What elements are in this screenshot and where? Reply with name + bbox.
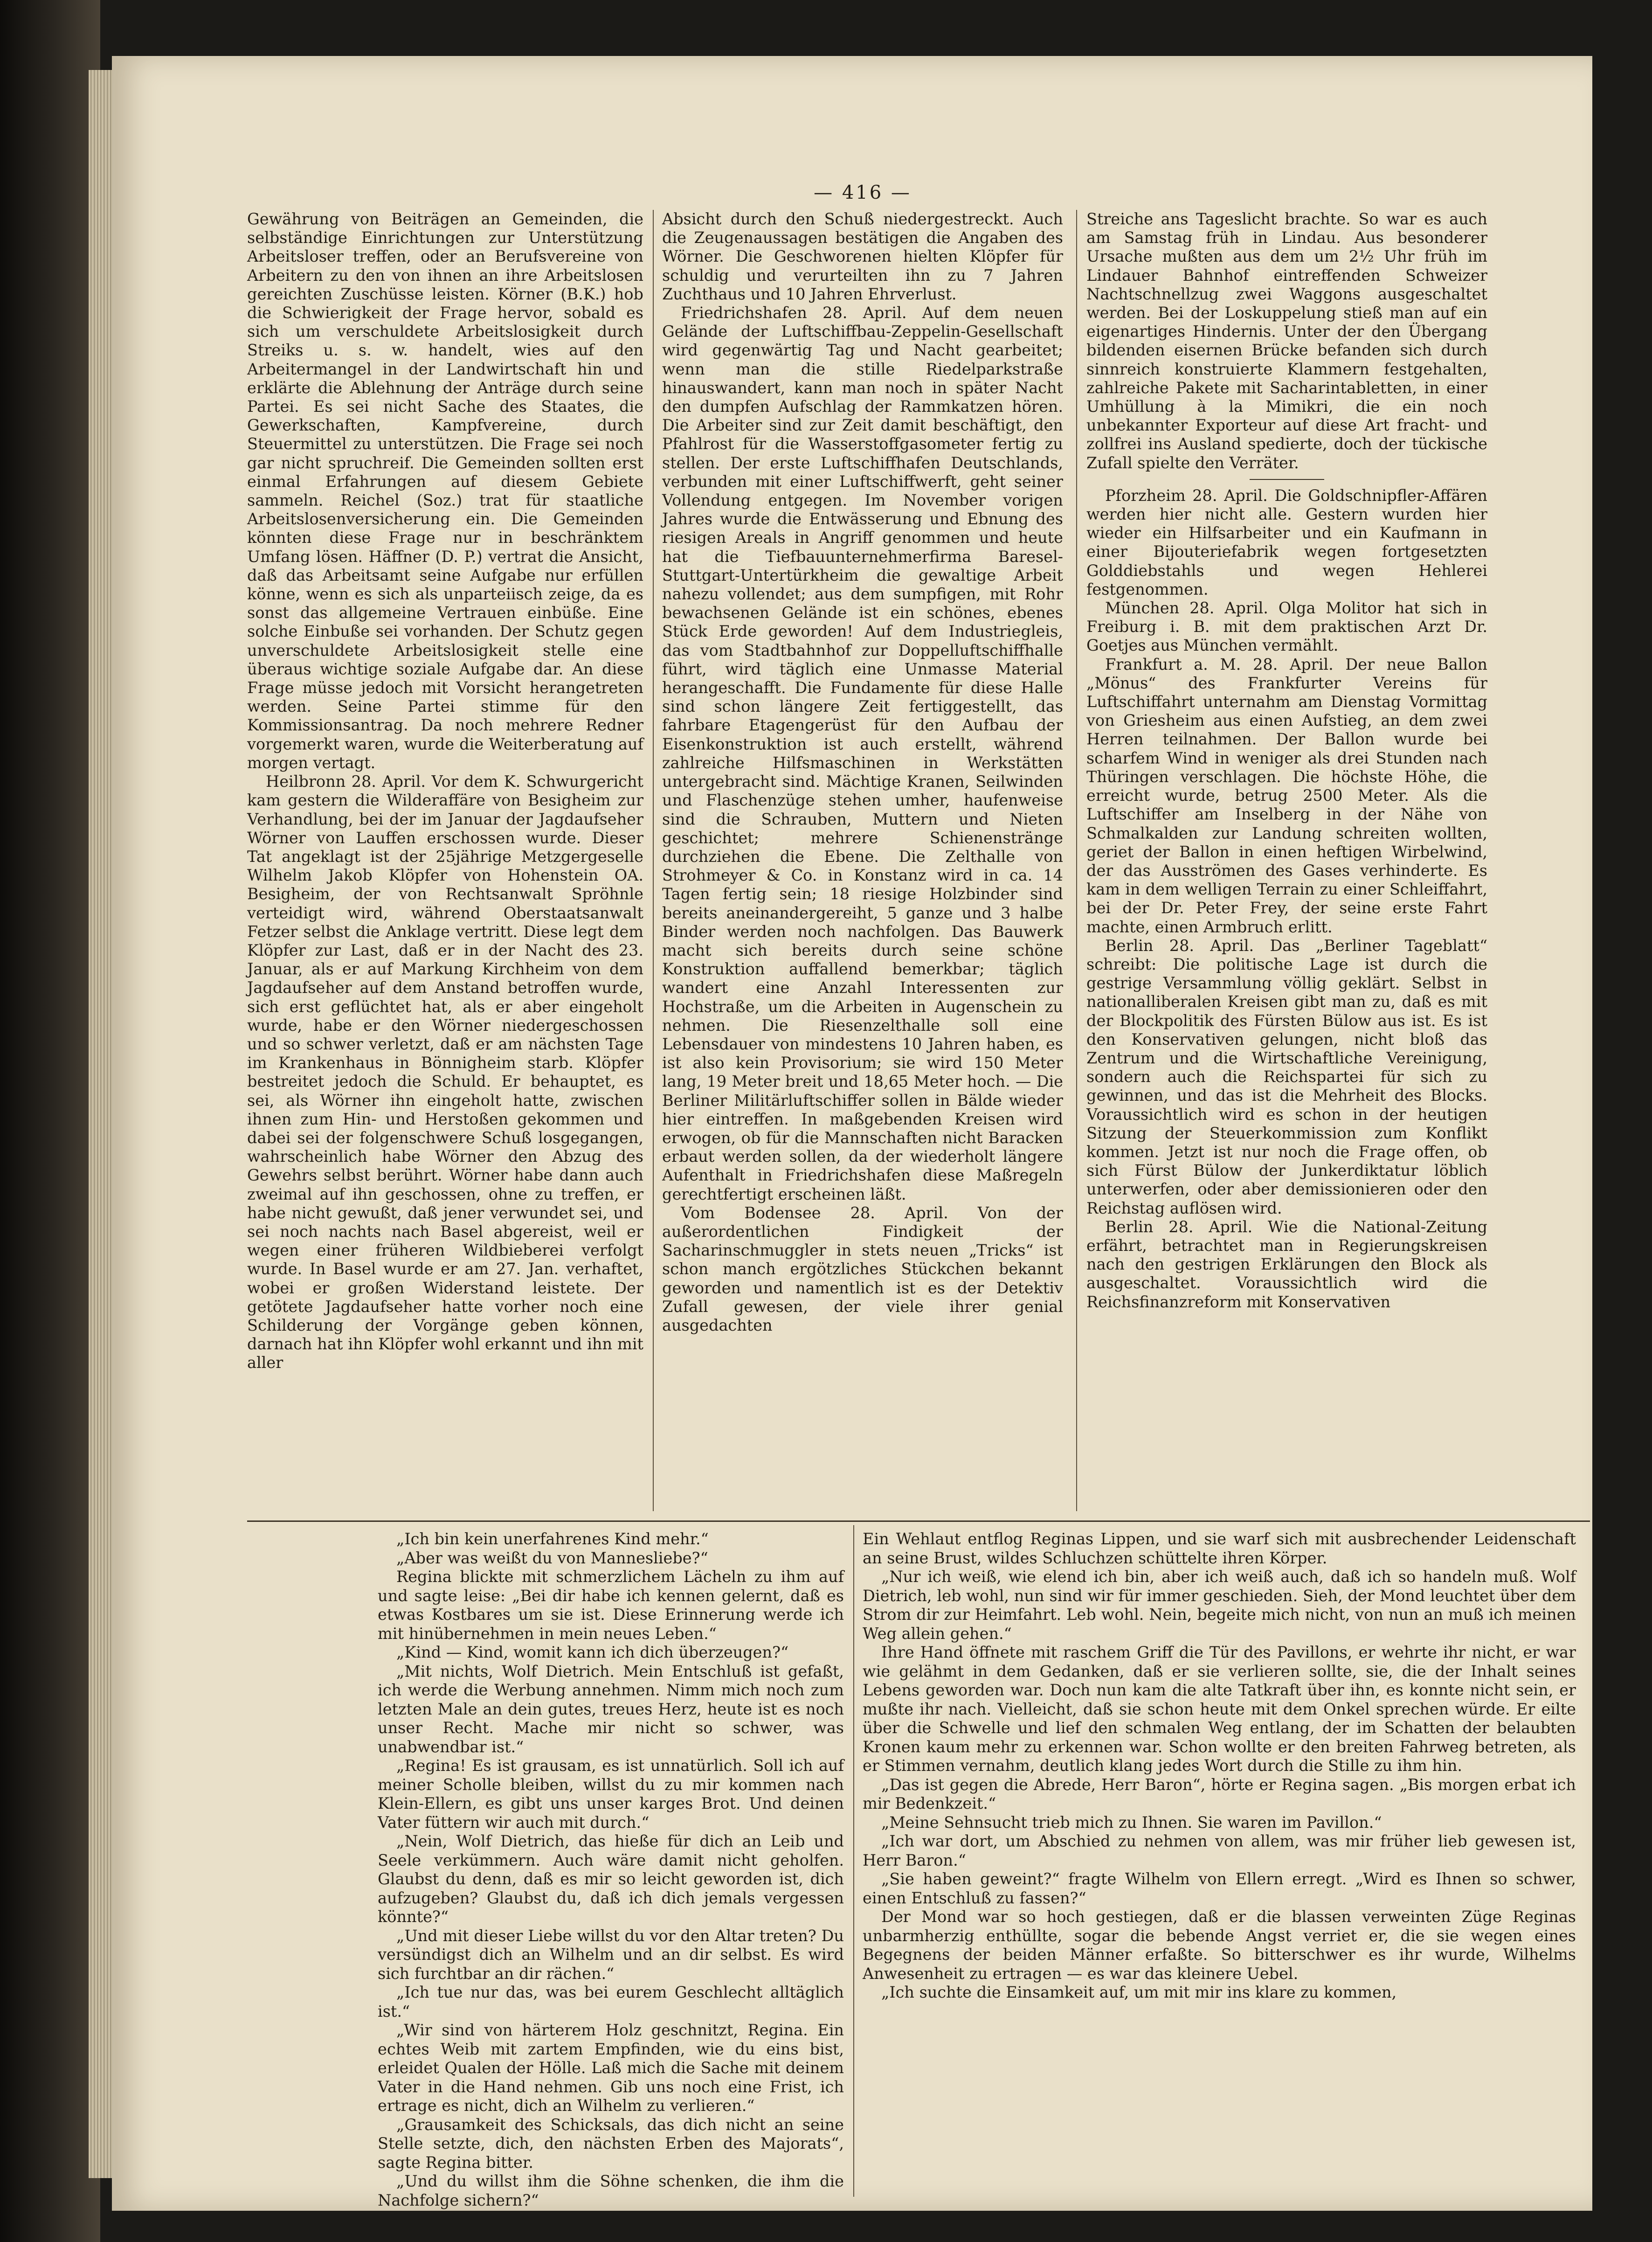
feuilleton-paragraph: „Ich suchte die Einsamkeit auf, um mit mir ins klare zu kommen, [881,1983,1397,2001]
feuilleton-paragraph: „Ich tue nur das, was bei eurem Geschlecht alltäglich ist.“ [378,1983,844,2020]
news-paragraph: Heilbronn 28. April. Vor dem K. Schwurgericht kam gestern die Wilderaffäre von Besigheim zur Verhandlung, bei der im Januar der Jagdaufseher Wörner von Lauffen erschossen wurde. Dieser Tat angeklagt ist der 25jährige Metzgergeselle Wilhelm Jakob Klöpfer von Hohenstein OA. Besigheim, der von Rechtsanwalt Spröhnle verteidigt wird, während Oberstaatsanwalt Fetzer selbst die Anklage vertritt. Diese legt dem Klöpfer zur Last, daß er in der Nacht des 23. Januar, als er auf Markung Kirchheim von dem Jagdaufseher auf dem Anstand betroffen wurde, sich erst geflüchtet hat, als er aber eingeholt wurde, habe er den Wörner niedergeschossen und so schwer verletzt, daß er am nächsten Tage im Krankenhaus in Bönnigheim starb. Klöpfer bestreitet jedoch die Schuld. Er behauptet, es sei, als Wörner ihn eingeholt hatte, zwischen ihnen zum Hin- und Herstoßen gekommen und dabei sei der folgenschwere Schuß losgegangen, wahrscheinlich habe Wörner den Abzug des Gewehrs selbst berührt. Wörner habe dann auch zweimal auf ihn geschossen, ohne zu treffen, er habe nicht gewußt, daß jener verwundet sei, und sei noch nachts nach Basel abgereist, weil er wegen einer früheren Wildbieberei verfolgt wurde. In Basel wurde er am 27. Jan. verhaftet, wobei er großen Widerstand leistete. Der getötete Jagdaufseher hatte vorher noch eine Schilderung der Vorgänge geben können, darnach hat ihn Klöpfer wohl erkannt und ihn mit aller [247,772,643,1372]
news-paragraph: München 28. April. Olga Molitor hat sich in Freiburg i. B. mit dem praktischen Arzt Dr. Goetjes aus München vermählt. [1086,599,1487,655]
news-column-2 [662,210,1063,1520]
feuilleton-divider [247,1520,1590,1522]
feuilleton-column-right [863,1530,1576,2192]
news-paragraph: Absicht durch den Schuß niedergestreckt. Auch die Zeugenaussagen bestätigen die Angaben des Wörner. Die Geschworenen hielten Klöpfer für schuldig und verurteilten ihn zu 7 Jahren Zuchthaus und 10 Jahren Ehrverlust. [662,210,1063,303]
news-column-3 [1086,210,1487,1520]
feuilleton-paragraph: „Das ist gegen die Abrede, Herr Baron“, hörte er Regina sagen. „Bis morgen erbat ich mir Bedenkzeit.“ [863,1775,1576,1812]
feuilleton-paragraph: „Und du willst ihm die Söhne schenken, die ihm die Nachfolge sichern?“ [378,2172,844,2209]
feuilleton-paragraph: „Aber was weißt du von Mannesliebe?“ [396,1548,708,1567]
page-number: — 416 — [814,182,912,203]
feuilleton-paragraph: „Nein, Wolf Dietrich, das hieße für dich an Leib und Seele verkümmern. Auch wäre damit nicht geholfen. Glaubst du denn, daß es mir so leicht geworden ist, dich aufzugeben? Glaubst du, daß ich dich jemals vergessen könnte?“ [378,1832,844,1926]
feuilleton-paragraph: „Regina! Es ist grausam, es ist unnatürlich. Soll ich auf meiner Scholle bleiben, willst du zu mir kommen nach Klein-Ellern, es gibt uns unser karges Brot. Und deinen Vater füttern wir auch mit durch.“ [378,1756,844,1832]
feuilleton-paragraph: „Und mit dieser Liebe willst du vor den Altar treten? Du versündigst dich an Wilhelm und an dir selbst. Es wird sich furchtbar an dir rächen.“ [378,1926,844,1983]
news-paragraph: Berlin 28. April. Das „Berliner Tageblatt“ schreibt: Die politische Lage ist durch die gestrige Versammlung völlig geklärt. Selbst in nationalliberalen Kreisen gibt man zu, daß es mit der Blockpolitik des Fürsten Bülow aus ist. Es ist den Konservativen gelungen, nicht bloß das Zentrum und die Wirtschaftliche Vereinigung, sondern auch die Reichspartei für sich zu gewinnen, und das ist die Mehrheit des Blocks. Voraussichtlich wird es schon in der heutigen Sitzung der Steuerkommission zum Konflikt kommen. Jetzt ist nur noch die Frage offen, ob sich Fürst Bülow der Junkerdiktatur löblich unterwerfen, oder aber demissionieren oder den Reichstag auflösen wird. [1086,936,1487,1217]
feuilleton-paragraph: Ein Wehlaut entflog Reginas Lippen, und sie warf sich mit ausbrechender Leidenschaft an seine Brust, wildes Schluchzen schüttelte ihren Körper. [863,1530,1576,1567]
news-paragraph: Vom Bodensee 28. April. Von der außerordentlichen Findigkeit der Sacharinschmuggler in stets neuen „Tricks“ ist schon manch ergötzliches Stückchen bekannt geworden und namentlich ist es der Detektiv Zufall gewesen, der viele ihrer genial ausgedachten [662,1203,1063,1334]
separator-rule [1250,479,1324,480]
feuilleton-paragraph: „Ich war dort, um Abschied zu nehmen von allem, was mir früher lieb gewesen ist, Herr Baron.“ [863,1832,1576,1869]
feuilleton-column-rule [853,1525,854,2197]
feuilleton-paragraph: „Meine Sehnsucht trieb mich zu Ihnen. Sie waren im Pavillon.“ [881,1813,1382,1832]
feuilleton-paragraph: „Sie haben geweint?“ fragte Wilhelm von Ellern erregt. „Wird es Ihnen so schwer, einen Entschluß zu fassen?“ [863,1870,1576,1907]
feuilleton-paragraph: „Kind — Kind, womit kann ich dich überzeugen?“ [396,1643,789,1661]
news-paragraph: Frankfurt a. M. 28. April. Der neue Ballon „Mönus“ des Frankfurter Vereins für Luftschiffahrt unternahm am Dienstag Vormittag von Griesheim aus einen Aufstieg, an dem zwei Herren teilnahmen. Der Ballon wurde bei scharfem Wind in weniger als drei Stunden nach Thüringen verschlagen. Die höchste Höhe, die erreicht wurde, betrug 2500 Meter. Als die Luftschiffer am Inselberg in der Nähe von Schmalkalden zur Landung schreiten wollten, geriet der Ballon in einen heftigen Wirbelwind, der das Ausströmen des Gases verhinderte. Es kam in dem welligen Terrain zu einer Schleiffahrt, bei der Dr. Peter Frey, der seine erste Fahrt machte, einen Armbruch erlitt. [1086,655,1487,936]
news-column-1 [247,210,643,1520]
news-paragraph: Friedrichshafen 28. April. Auf dem neuen Gelände der Luftschiffbau-Zeppelin-Gesellschaft wird gegenwärtig Tag und Nacht gearbeitet; wenn man die stille Riedelparkstraße hinauswandert, kann man noch in später Nacht den dumpfen Aufschlag der Rammkatzen hören. Die Arbeiter sind zur Zeit damit beschäftigt, den Pfahlrost für die Wasserstoffgasometer fertig zu stellen. Der erste Luftschiffhafen Deutschlands, verbunden mit einer Luftschiffwerft, geht seiner Vollendung entgegen. Im November vorigen Jahres wurde die Entwässerung und Ebnung des riesigen Areals in Angriff genommen und heute hat die Tiefbauunternehmerfirma Baresel-Stuttgart-Untertürkheim die gewaltige Arbeit nahezu vollendet; aus dem sumpfigen, mit Rohr bewachsenen Gelände ist ein schönes, ebenes Stück Erde geworden! Auf dem Industriegleis, das vom Stadtbahnhof zur Doppelluftschiffhalle führt, wird täglich eine Unmasse Material herangeschafft. Die Fundamente für diese Halle sind schon längere Zeit fertiggestellt, das fahrbare Etagengerüst für den Aufbau der Eisenkonstruktion ist auch erstellt, während zahlreiche Hilfsmaschinen in Werkstätten untergebracht sind. Mächtige Kranen, Seilwinden und Flaschenzüge stehen umher, haufenweise sind die Schrauben, Muttern und Nieten geschichtet; mehrere Schienenstränge durchziehen die Ebene. Die Zelthalle von Strohmeyer & Co. in Konstanz wird in ca. 14 Tagen fertig sein; 18 riesige Holzbinder sind bereits aneinandergereiht, 5 ganze und 3 halbe Binder werden noch nachfolgen. Das Bauwerk macht sich bereits durch seine schöne Konstruktion auffallend bemerkbar; täglich wandert eine Anzahl Interessenten zur Hochstraße, um die Arbeiten in Augenschein zu nehmen. Die Riesenzelthalle soll eine Lebensdauer von mindestens 10 Jahren haben, es ist also kein Provisorium; sie wird 150 Meter lang, 19 Meter breit und 18,65 Meter hoch. — Die Berliner Militärluftschiffer sollen in Bälde wieder hier eintreffen. In maßgebenden Kreisen wird erwogen, ob für die Mannschaften nicht Baracken erbaut werden sollen, da der wiederholt längere Aufenthalt in Friedrichshafen diese Maßregeln gerechtfertigt erscheinen läßt. [662,304,1063,1203]
newspaper-page [112,56,1592,2211]
feuilleton-paragraph: „Nur ich weiß, wie elend ich bin, aber ich weiß auch, daß ich so handeln muß. Wolf Dietrich, leb wohl, nun sind wir für immer geschieden. Sieh, der Mond leuchtet über dem Strom dir zur Heimfahrt. Leb wohl. Nein, begeite mich nicht, von nun an muß ich meinen Weg allein gehen.“ [863,1568,1576,1643]
news-paragraph: Streiche ans Tageslicht brachte. So war es auch am Samstag früh in Lindau. Aus besonderer Ursache mußten aus dem um 2½ Uhr früh im Lindauer Bahnhof eintreffenden Schweizer Nachtschnellzug zwei Waggons ausgeschaltet werden. Bei der Loskuppelung stieß man auf ein eigenartiges Hindernis. Unter der den Übergang bildenden eisernen Brücke befanden sich durch sinnreich konstruierte Klammern festgehalten, zahlreiche Pakete mit Sacharintabletten, in einer Umhüllung à la Mimikri, die ein noch unbekannter Exporteur auf diese Art fracht- und zollfrei ins Ausland spedierte, doch der tückische Zufall spielte den Verräter. [1086,210,1487,472]
news-paragraph: Berlin 28. April. Wie die National-Zeitung erfährt, betrachtet man in Regierungskreisen nach den gestrigen Erklärungen den Block als ausgeschaltet. Voraussichtlich wird die Reichsfinanzreform mit Konservativen [1086,1217,1487,1311]
column-rule [1076,210,1077,1511]
book-spine-shadow [0,0,100,2242]
feuilleton-paragraph: „Wir sind von härterem Holz geschnitzt, Regina. Ein echtes Weib mit zartem Empfinden, wie du eins bist, erleidet Qualen der Hölle. Laß mich die Sache mit deinem Vater in die Hand nehmen. Gib uns noch eine Frist, ich ertrage es nicht, dich an Wilhelm zu verlieren.“ [378,2021,844,2115]
feuilleton-paragraph: „Grausamkeit des Schicksals, das dich nicht an seine Stelle setzte, dich, den nächsten Erben des Majorats“, sagte Regina bitter. [378,2115,844,2172]
news-paragraph: Pforzheim 28. April. Die Goldschnipfler-Affären werden hier nicht alle. Gestern wurden hier wieder ein Hilfsarbeiter und ein Kaufmann in einer Bijouteriefabrik wegen fortgesetzten Golddiebstahls und wegen Hehlerei festgenommen. [1086,486,1487,598]
column-rule [653,210,654,1511]
feuilleton-paragraph: Regina blickte mit schmerzlichem Lächeln zu ihm auf und sagte leise: „Bei dir habe ich kennen gelernt, daß es etwas Kostbares um sie ist. Diese Erinnerung werde ich mit hinübernehmen in mein neues Leben.“ [378,1568,844,1643]
news-paragraph: Gewährung von Beiträgen an Gemeinden, die selbständige Einrichtungen zur Unterstützung Arbeitsloser treffen, oder an Berufsvereine von Arbeitern zu den von ihnen an ihre Arbeitslosen gereichten Zuschüsse leisten. Körner (B.K.) hob die Schwierigkeit der Frage hervor, sobald es sich um verschuldete Arbeitslosigkeit durch Streiks u. s. w. handelt, wies auf den Arbeitermangel in der Landwirtschaft hin und erklärte die Ablehnung der Anträge durch seine Partei. Es sei nicht Sache des Staates, die Gewerkschaften, Kampfvereine, durch Steuermittel zu unterstützen. Die Frage sei noch gar nicht spruchreif. Die Gemeinden sollten erst einmal Erfahrungen auf diesem Gebiete sammeln. Reichel (Soz.) trat für staatliche Arbeitslosenversicherung ein. Die Gemeinden könnten diese Frage nur in beschränktem Umfang lösen. Häffner (D. P.) vertrat die Ansicht, daß das Arbeitsamt seine Aufgabe nur erfüllen könne, wenn es sich als unparteiisch zeige, da es sonst das allgemeine Vertrauen einbüße. Eine solche Einbuße sei vorhanden. Der Schutz gegen unverschuldete Arbeitslosigkeit stelle eine überaus wichtige soziale Aufgabe dar. An diese Frage müsse jedoch mit Vorsicht herangetreten werden. Seine Partei stimme für den Kommissionsantrag. Da noch mehrere Redner vorgemerkt waren, wurde die Weiterberatung auf morgen vertagt. [247,210,643,772]
feuilleton-column-left [378,1530,844,2209]
feuilleton-paragraph: Ihre Hand öffnete mit raschem Griff die Tür des Pavillons, er wehrte ihr nicht, er war wie gelähmt in dem Gedanken, daß er sie verlieren sollte, sie, die der Inhalt seines Lebens geworden war. Doch nun kam die alte Tatkraft über ihn, es konnte nicht sein, er mußte ihr nach. Vielleicht, daß sie schon heute mit dem Onkel sprechen würde. Er eilte über die Schwelle und lief den schmalen Weg entlang, der im Schatten der belaubten Kronen kaum mehr zu erkennen war. Schon wollte er den breiten Fahrweg betreten, als er Stimmen vernahm, deutlich klang jedes Wort durch die Stille zu ihm hin. [863,1643,1576,1775]
feuilleton-paragraph: Der Mond war so hoch gestiegen, daß er die blassen verweinten Züge Reginas unbarmherzig enthüllte, sogar die bebende Angst verriet er, die sie wegen eines Begegnens der beiden Männer erfaßte. So bitterschwer es ihr wurde, Wilhelms Anwesenheit zu ertragen — es war das kleinere Uebel. [863,1908,1576,1983]
feuilleton-paragraph: „Mit nichts, Wolf Dietrich. Mein Entschluß ist gefaßt, ich werde die Werbung annehmen. Nimm mich noch zum letzten Male an dein gutes, treues Herz, heute ist es noch unser Recht. Mache mir nicht so schwer, was unabwendbar ist.“ [378,1662,844,1756]
feuilleton-paragraph: „Ich bin kein unerfahrenes Kind mehr.“ [396,1530,709,1548]
